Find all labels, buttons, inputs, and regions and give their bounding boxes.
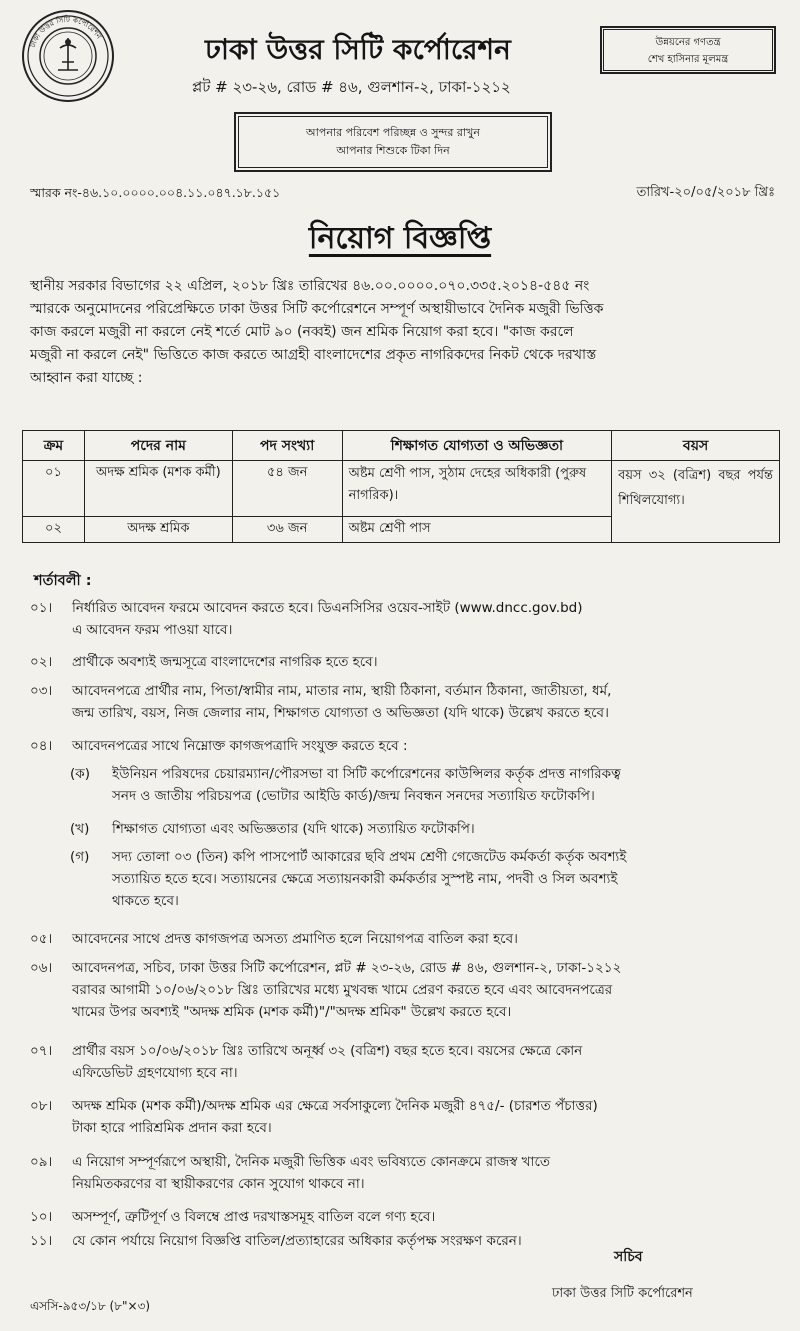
logo-text: ঢাকা উত্তর সিটি কর্পোরেশন: [28, 14, 104, 49]
cell-age: বয়স ৩২ (বত্রিশ) বছর পর্যন্ত শিথিলযোগ্য।: [612, 461, 780, 543]
condition-number: ০২।: [30, 654, 53, 670]
condition-number: ১০।: [30, 1209, 53, 1225]
condition-line: সদ্য তোলা ০৩ (তিন) কপি পাসপোর্ট আকারের ছবি প্রথম শ্রেণী গেজেটেড কর্মকর্তা কর্তৃক অবশ্যই: [112, 849, 627, 865]
condition-number: ০৬।: [30, 960, 53, 976]
memo-number: স্মারক নং-৪৬.১০.০০০০.০০৪.১১.০৪৭.১৮.১৫১: [30, 185, 281, 200]
condition-number: ০৯।: [30, 1154, 53, 1170]
condition-line: সত্যায়িত হতে হবে। সত্যায়নের ক্ষেত্রে সত্যায়নকারী কর্মকর্তার সুস্পষ্ট নাম, পদবী ও সিল অবশ্যই: [112, 871, 618, 887]
table-header-row: [23, 431, 780, 461]
intro-line: কাজ করলে মজুরী না করলে নেই শর্তে মোট ৯০ (নব্বই) জন শ্রমিক নিয়োগ করা হবে। "কাজ করলে: [30, 324, 574, 340]
condition-line: আবেদনের সাথে প্রদত্ত কাগজপত্র অসত্য প্রমাণিত হলে নিয়োগপত্র বাতিল করা হবে।: [72, 931, 518, 947]
condition-line: প্রার্থীর বয়স ১০/০৬/২০১৮ খ্রিঃ তারিখে অনূর্ধ্ব ৩২ (বত্রিশ) বছর হতে হবে। বয়সের ক্ষেত্রে কোন: [72, 1043, 583, 1059]
signatory-organization: ঢাকা উত্তর সিটি কর্পোরেশন: [552, 1286, 693, 1301]
condition-line: আবেদনপত্রে প্রার্থীর নাম, পিতা/স্বামীর নাম, মাতার নাম, স্থায়ী ঠিকানা, বর্তমান ঠিকানা, জাতীয়তা, ধর্ম,: [72, 683, 612, 699]
condition-line: নিয়মিতকরণের বা স্থায়ীকরণের কোন সুযোগ থাকবে না।: [72, 1176, 365, 1192]
header-age: বয়স: [612, 431, 780, 461]
condition-line: অসম্পূর্ণ, ত্রুটিপূর্ণ ও বিলম্বে প্রাপ্ত দরখাস্তসমূহ বাতিল বলে গণ্য হবে।: [72, 1209, 436, 1225]
condition-number: (ক): [70, 766, 90, 782]
condition-line: খামের উপর অবশ্যই "অদক্ষ শ্রমিক (মশক কর্মী)"/"অদক্ষ শ্রমিক" উল্লেখ করতে হবে।: [72, 1004, 512, 1020]
message-line-2: আপনার শিশুকে টিকা দিন: [336, 144, 450, 157]
condition-line: নির্ধারিত আবেদন ফরমে আবেদন করতে হবে। ডিএনসিসির ওয়েব-সাইট (www.dncc.gov.bd): [72, 600, 583, 616]
dncc-emblem-icon: [24, 12, 112, 100]
condition-line: থাকতে হবে।: [112, 893, 179, 909]
condition-number: ১১।: [30, 1233, 53, 1249]
condition-number: ০৮।: [30, 1098, 53, 1114]
cell-count: ৩৬ জন: [232, 517, 342, 543]
intro-line: আহ্বান করা যাচ্ছে :: [30, 370, 143, 386]
slogan-line-2: শেখ হাসিনার মূলমন্ত্র: [647, 54, 729, 65]
condition-line: টাকা হারে পারিশ্রমিক প্রদান করা হবে।: [72, 1120, 272, 1136]
condition-number: ০৪।: [30, 738, 53, 754]
condition-line: অদক্ষ শ্রমিক (মশক কর্মী)/অদক্ষ শ্রমিক এর ক্ষেত্রে সর্বসাকুল্যে দৈনিক মজুরী ৪৭৫/- (চারশত পঁচাত্তর): [72, 1098, 598, 1114]
message-line-1: আপনার পরিবেশ পরিচ্ছন্ন ও সুন্দর রাখুন: [306, 126, 480, 139]
condition-line: এ আবেদন ফরম পাওয়া যাবে।: [72, 622, 233, 638]
condition-line: এ নিয়োগ সম্পূর্ণরূপে অস্থায়ী, দৈনিক মজুরী ভিত্তিক এবং ভবিষ্যতে কোনক্রমে রাজস্ব খাতে: [72, 1154, 550, 1170]
cell-post: অদক্ষ শ্রমিক: [84, 517, 232, 543]
signatory-title: সচিব: [614, 1249, 643, 1265]
condition-number: (খ): [70, 821, 90, 837]
condition-line: এফিডেভিট গ্রহণযোগ্য হবে না।: [72, 1065, 238, 1081]
cell-qualification: অষ্টম শ্রেণী পাস: [342, 517, 612, 543]
cell-qualification: অষ্টম শ্রেণী পাস, সুঠাম দেহের অধিকারী (পুরুষ নাগরিক)।: [342, 461, 612, 517]
posts-table: [22, 430, 780, 543]
cell-serial: ০১: [23, 461, 85, 517]
notice-title: নিয়োগ বিজ্ঞপ্তি: [308, 221, 492, 256]
header-qualification: শিক্ষাগত যোগ্যতা ও অভিজ্ঞতা: [342, 431, 612, 461]
intro-line: মজুরী না করলে নেই" ভিত্তিতে কাজ করতে আগ্রহী বাংলাদেশের প্রকৃত নাগরিকদের নিকট থেকে দরখাস্ত: [30, 347, 597, 363]
conditions-title: শর্তাবলী :: [34, 573, 92, 589]
intro-line: স্থানীয় সরকার বিভাগের ২২ এপ্রিল, ২০১৮ খ্রিঃ তারিখের ৪৬.০০.০০০০.০৭০.৩৩৫.২০১৪-৫৪৫ নং: [30, 278, 590, 294]
cell-count: ৫৪ জন: [232, 461, 342, 517]
cell-serial: ০২: [23, 517, 85, 543]
condition-number: ০১।: [30, 600, 53, 616]
condition-number: ০৭।: [30, 1043, 53, 1059]
slogan-box: [600, 26, 776, 74]
organization-name: ঢাকা উত্তর সিটি কর্পোরেশন: [205, 33, 511, 66]
table-row: [23, 461, 780, 517]
condition-line: ইউনিয়ন পরিষদের চেয়ারম্যান/পৌরসভা বা সিটি কর্পোরেশনের কাউন্সিলর কর্তৃক প্রদত্ত নাগরিকত্ব: [112, 766, 621, 782]
condition-line: বরাবর আগামী ১০/০৬/২০১৮ খ্রিঃ তারিখের মধ্যে মুখবন্ধ খামে প্রেরণ করতে হবে এবং আবেদনপত্রের: [72, 982, 613, 998]
condition-number: (গ): [70, 849, 90, 865]
condition-line: যে কোন পর্যায়ে নিয়োগ বিজ্ঞপ্তি বাতিল/প্রত্যাহারের অধিকার কর্তৃপক্ষ সংরক্ষণ করেন।: [72, 1233, 522, 1249]
header-count: পদ সংখ্যা: [232, 431, 342, 461]
condition-line: জন্ম তারিখ, বয়স, নিজ জেলার নাম, শিক্ষাগত যোগ্যতা ও অভিজ্ঞতা (যদি থাকে) উল্লেখ করতে হবে।: [72, 705, 609, 721]
condition-number: ০৩।: [30, 683, 53, 699]
condition-line: শিক্ষাগত যোগ্যতা এবং অভিজ্ঞতার (যদি থাকে) সত্যায়িত ফটোকপি।: [112, 821, 475, 837]
intro-line: স্মারকে অনুমোদনের পরিপ্রেক্ষিতে ঢাকা উত্তর সিটি কর্পোরেশনে সম্পূর্ণ অস্থায়ীভাবে দৈনিক মজুরী ভিত্তিক: [30, 301, 604, 317]
condition-line: সনদ ও জাতীয় পরিচয়পত্র (ভোটার আইডি কার্ড)/জন্ম নিবন্ধন সনদের সত্যায়িত ফটোকপি।: [112, 788, 595, 804]
header-post: পদের নাম: [84, 431, 232, 461]
organization-address: প্লট # ২৩-২৬, রোড # ৪৬, গুলশান-২, ঢাকা-১২১২: [192, 78, 511, 96]
condition-line: আবেদনপত্র, সচিব, ঢাকা উত্তর সিটি কর্পোরেশন, প্লট # ২৩-২৬, রোড # ৪৬, গুলশান-২, ঢাকা-১২১২: [72, 960, 622, 976]
cell-post: অদক্ষ শ্রমিক (মশক কর্মী): [84, 461, 232, 517]
condition-line: প্রার্থীকে অবশ্যই জন্মসূত্রে বাংলাদেশের নাগরিক হতে হবে।: [72, 654, 378, 670]
message-box: [234, 112, 552, 172]
condition-line: আবেদনপত্রের সাথে নিম্নোক্ত কাগজপত্রাদি সংযুক্ত করতে হবে :: [72, 738, 408, 754]
footer-reference: এসসি-৯৫৩/১৮ (৮"×৩): [30, 1299, 151, 1313]
condition-number: ০৫।: [30, 931, 53, 947]
dncc-logo: [22, 10, 114, 102]
intro-paragraph: [30, 275, 774, 390]
slogan-line-1: উন্নয়নের গণতন্ত্র: [655, 37, 721, 48]
memo-date: তারিখ-২০/০৫/২০১৮ খ্রিঃ: [636, 185, 775, 200]
header-serial: ক্রম: [23, 431, 85, 461]
